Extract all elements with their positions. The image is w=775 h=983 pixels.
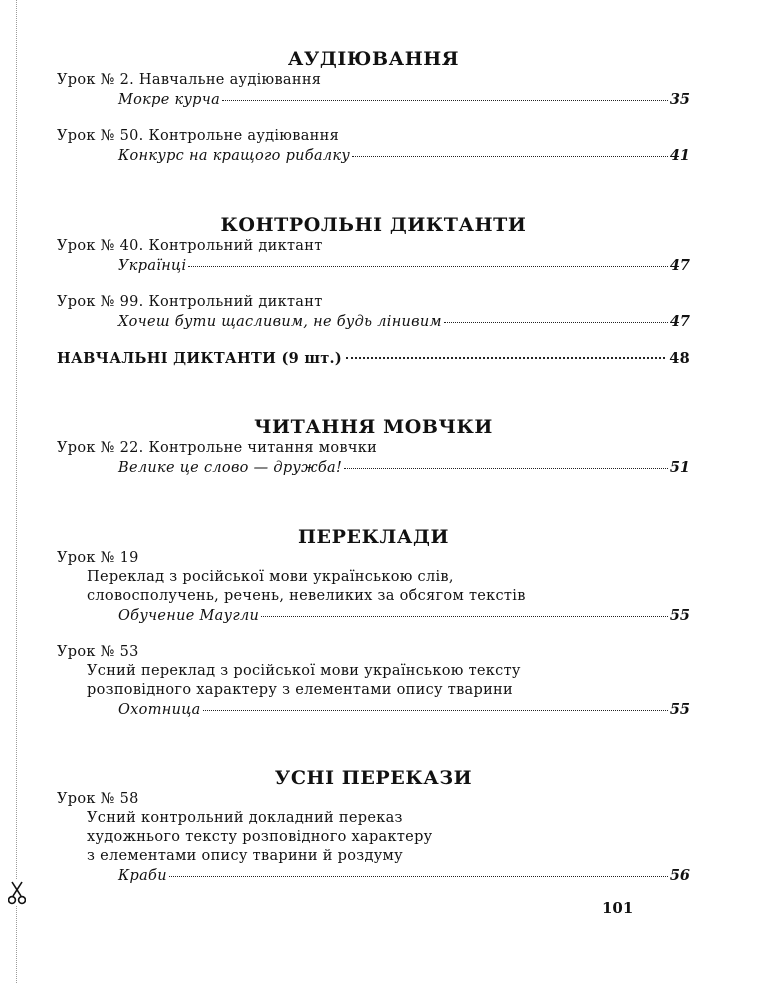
lesson-title: Урок № 22. Контрольне читання мовчки (57, 440, 378, 456)
section-heading: КОНТРОЛЬНІ ДИКТАНТИ (220, 214, 527, 236)
dot-leader (344, 468, 668, 469)
dot-leader (222, 100, 668, 101)
dot-leader (169, 876, 668, 877)
dot-leader (203, 710, 668, 711)
toc-entry-page: 56 (669, 867, 690, 884)
lesson-description: художнього тексту розповідного характеру (87, 829, 433, 845)
section-usni-perekazy (57, 766, 690, 886)
section-heading: УСНІ ПЕРЕКАЗИ (274, 767, 473, 789)
toc-entry-page: 55 (669, 701, 690, 718)
toc-entry[interactable] (57, 312, 690, 332)
lesson-title: Урок № 2. Навчальне аудіювання (57, 72, 322, 88)
section-perekladu (57, 525, 690, 720)
lesson-description: розповідного характеру з елементами опису тварини (87, 682, 513, 698)
dot-leader (346, 357, 665, 359)
cut-line (16, 0, 17, 983)
toc-entry[interactable] (57, 256, 690, 276)
toc-entry-title: Українці (118, 258, 187, 274)
toc-entry[interactable] (57, 866, 690, 886)
lesson-title: Урок № 99. Контрольний диктант (57, 294, 323, 310)
lesson-title: Урок № 58 (57, 791, 139, 807)
page-number: 101 (602, 899, 634, 917)
section-chytannia-movchky (57, 415, 690, 478)
toc-entry-page: 51 (669, 459, 690, 476)
toc-entry-title: Обучение Маугли (118, 608, 260, 624)
toc-entry[interactable] (57, 700, 690, 720)
toc-entry[interactable] (57, 606, 690, 626)
lesson-description: словосполучень, речень, невеликих за обсягом текстів (87, 588, 526, 604)
lesson-description: Переклад з російської мови українською слів, (87, 569, 454, 585)
toc-entry-page: 55 (669, 607, 690, 624)
lesson-description: Усний контрольний докладний переказ (87, 810, 403, 826)
toc-entry-title: Конкурс на кращого рибалку (118, 148, 351, 164)
lesson-title: Урок № 53 (57, 644, 139, 660)
section-heading: АУДІЮВАННЯ (287, 48, 460, 70)
toc-entry[interactable] (57, 146, 690, 166)
dot-leader (188, 266, 667, 267)
toc-entry-page: 47 (669, 313, 690, 330)
toc-entry[interactable] (57, 90, 690, 110)
section-kontrolni-dyktanty (57, 213, 690, 368)
toc-entry-title: Охотница (118, 702, 201, 718)
toc-entry-title: Велике це слово — дружба! (118, 460, 343, 476)
scissors-icon (8, 880, 26, 906)
dot-leader (261, 616, 668, 617)
toc-entry-page: 41 (669, 147, 690, 164)
lesson-title: Урок № 50. Контрольне аудіювання (57, 128, 340, 144)
lesson-description: Усний переклад з російської мови українською тексту (87, 663, 521, 679)
toc-entry-title: Краби (118, 868, 167, 884)
section-audiuvannia (57, 47, 690, 166)
dot-leader (444, 322, 668, 323)
toc-entry-title: Хочеш бути щасливим, не будь лінивим (118, 314, 442, 330)
toc-entry-page: 35 (669, 91, 690, 108)
toc-entry-page: 48 (669, 350, 690, 367)
dot-leader (352, 156, 668, 157)
lesson-description: з елементами опису тварини й роздуму (87, 848, 403, 864)
toc-entry[interactable] (57, 458, 690, 478)
toc-entry-page: 47 (669, 257, 690, 274)
lesson-title: Урок № 19 (57, 550, 139, 566)
section-heading: ПЕРЕКЛАДИ (298, 526, 449, 548)
toc-entry-title: НАВЧАЛЬНІ ДИКТАНТИ (9 шт.) (57, 350, 343, 367)
toc-entry-title: Мокре курча (118, 92, 221, 108)
toc-entry-navchalni-dyktanty[interactable] (57, 349, 690, 368)
section-heading: ЧИТАННЯ МОВЧКИ (254, 416, 493, 438)
lesson-title: Урок № 40. Контрольний диктант (57, 238, 323, 254)
